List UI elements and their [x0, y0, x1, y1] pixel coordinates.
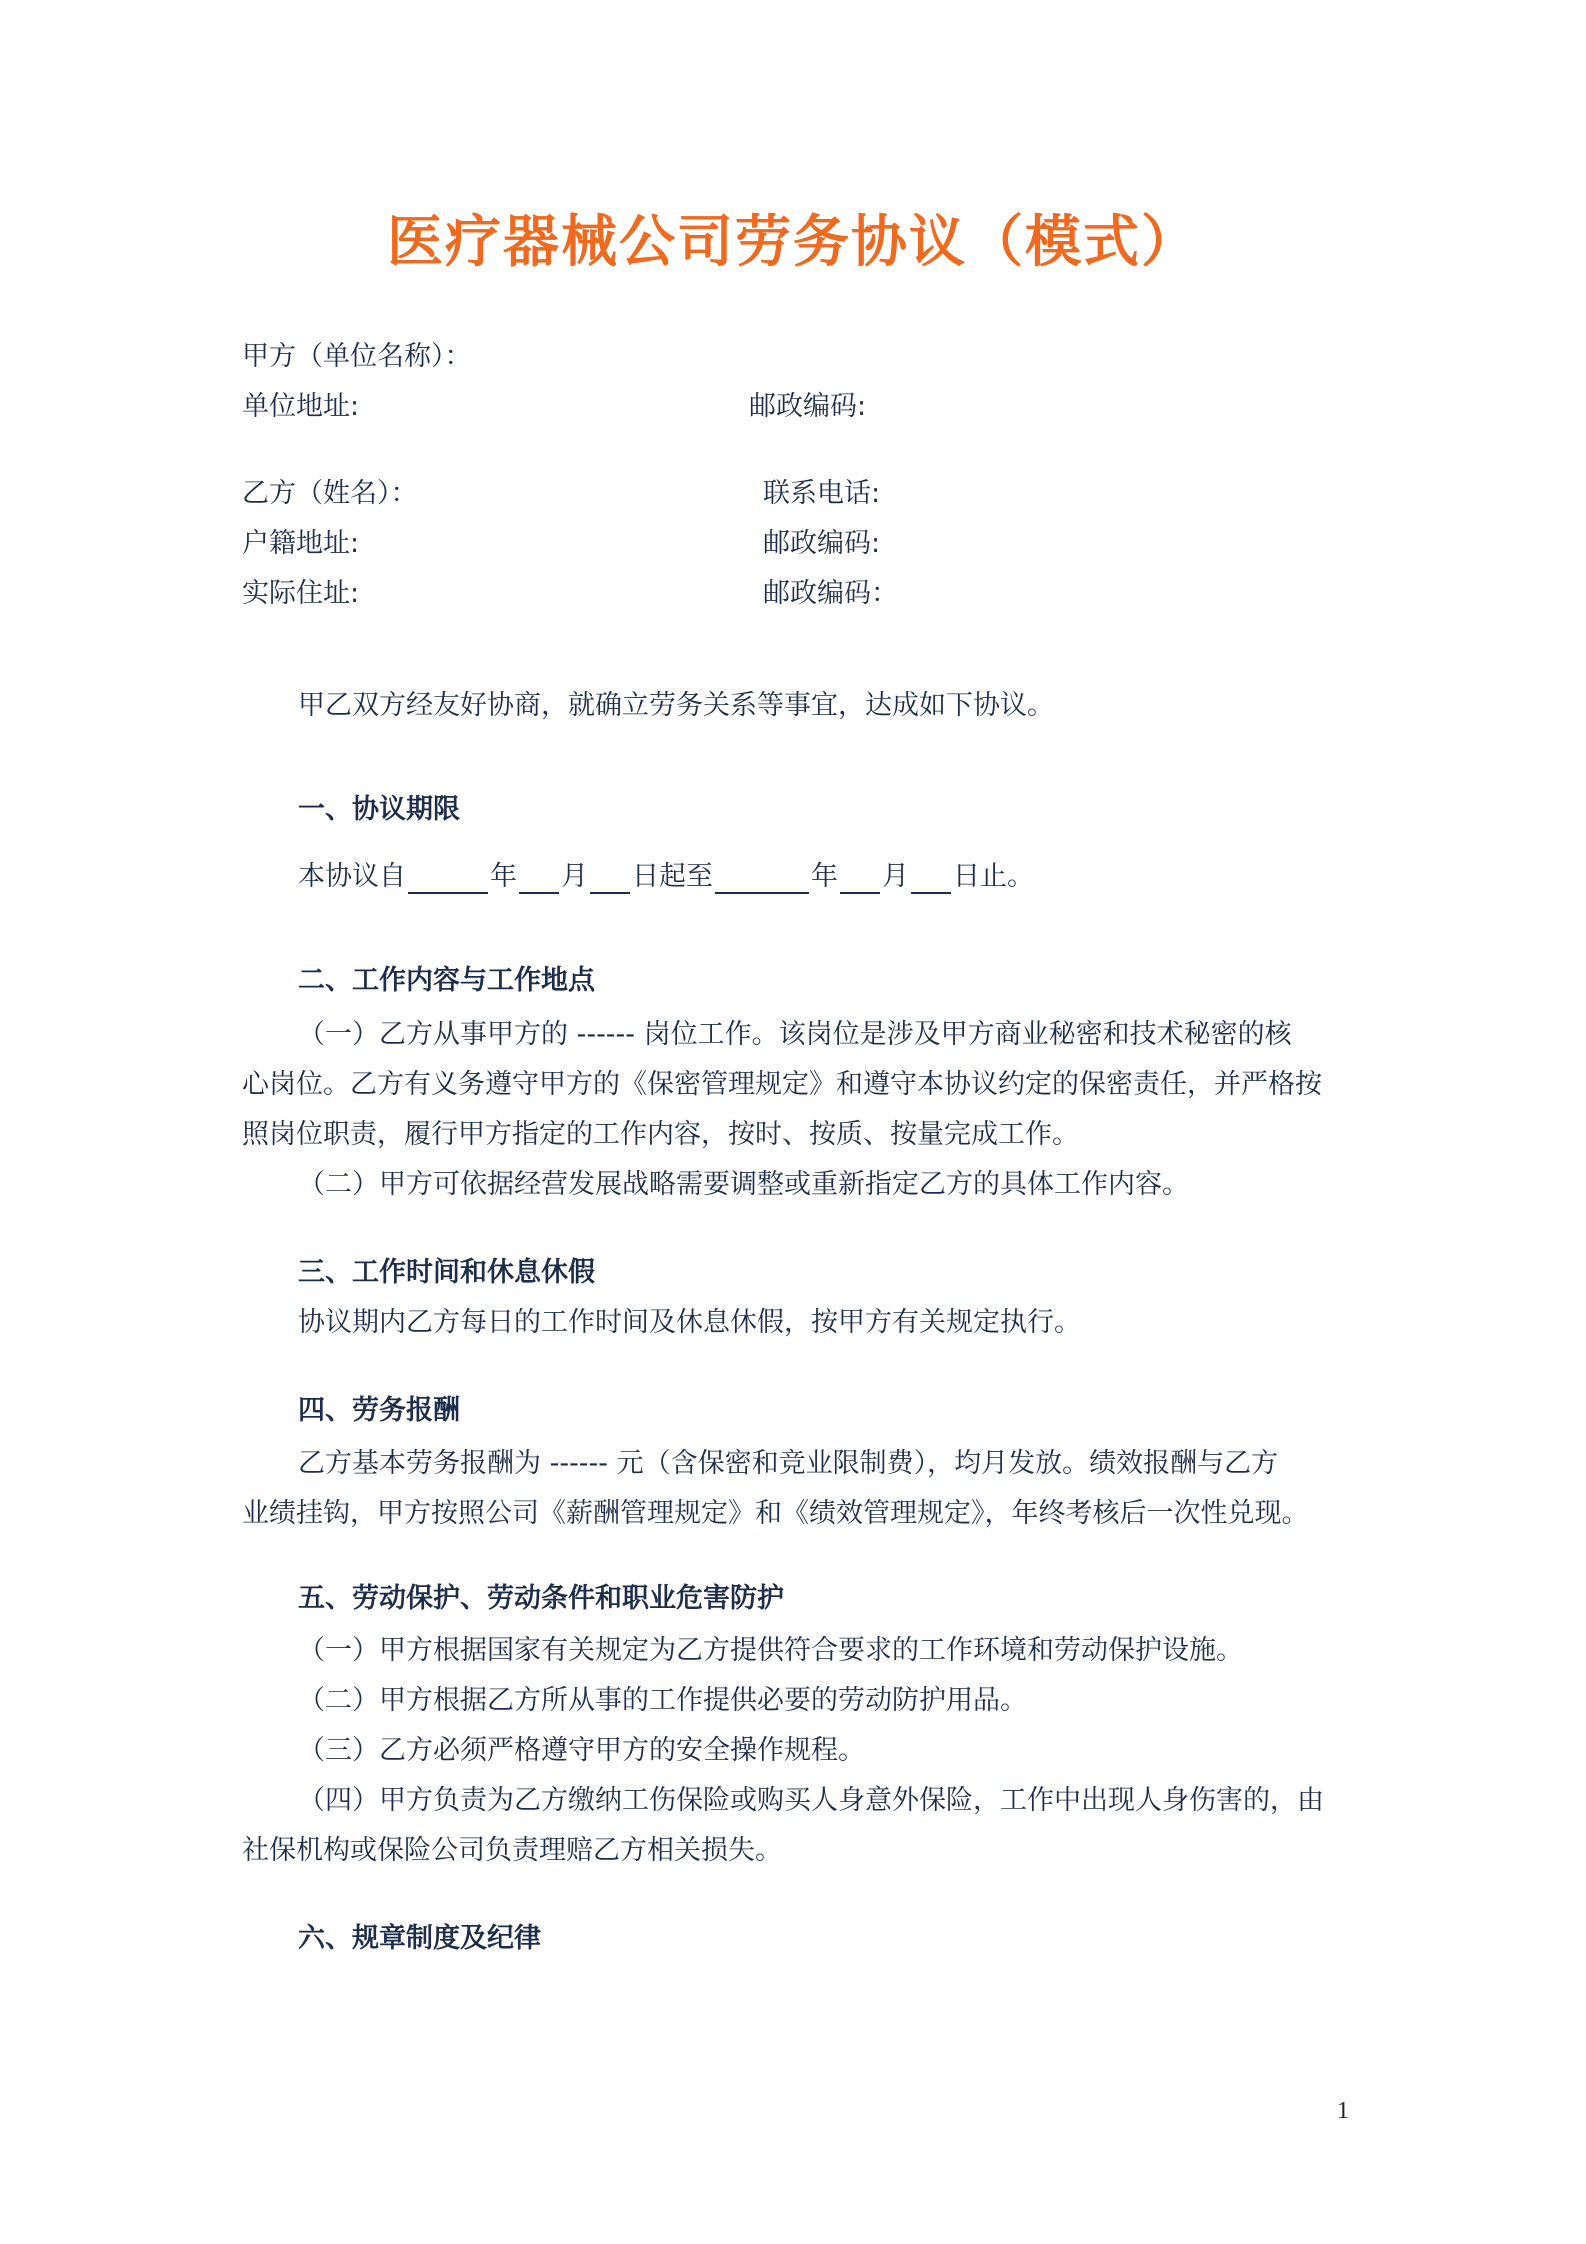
party-b-name-label: 乙方（姓名）： — [242, 478, 418, 509]
party-b-phone-label: 联系电话: — [763, 478, 881, 509]
section-2-heading: 二、工作内容与工作地点 — [298, 965, 595, 996]
party-a-name-label: 甲方（单位名称）： — [242, 341, 472, 372]
end-day-blank[interactable] — [911, 862, 951, 894]
term-line — [298, 860, 1034, 894]
term-month-2: 月 — [882, 861, 909, 892]
page-number: 1 — [1337, 2098, 1349, 2124]
start-month-blank[interactable] — [519, 862, 559, 894]
term-day-1: 日起至 — [632, 861, 713, 892]
party-b-household-postcode-label: 邮政编码: — [763, 528, 881, 559]
section-3-line: 协议期内乙方每日的工作时间及休息休假，按甲方有关规定执行。 — [298, 1307, 1081, 1338]
end-year-blank[interactable] — [715, 862, 809, 894]
section-4-line: 乙方基本劳务报酬为 ------ 元（含保密和竞业限制费），均月发放。绩效报酬与乙方 — [298, 1448, 1279, 1479]
section-1-heading: 一、协议期限 — [298, 794, 460, 825]
section-2-line: 心岗位。乙方有义务遵守甲方的《保密管理规定》和遵守本协议约定的保密责任，并严格按 — [242, 1069, 1322, 1100]
section-2-line: 照岗位职责，履行甲方指定的工作内容，按时、按质、按量完成工作。 — [242, 1119, 1079, 1150]
section-2-line: （一）乙方从事甲方的 ------ 岗位工作。该岗位是涉及甲方商业秘密和技术秘密的核 — [298, 1019, 1292, 1050]
section-5-line: （二）甲方根据乙方所从事的工作提供必要的劳动防护用品。 — [298, 1685, 1027, 1716]
section-2-line: （二）甲方可依据经营发展战略需要调整或重新指定乙方的具体工作内容。 — [298, 1169, 1189, 1200]
section-5-line: （一）甲方根据国家有关规定为乙方提供符合要求的工作环境和劳动保护设施。 — [298, 1635, 1243, 1666]
party-b-residence-postcode-label: 邮政编码： — [763, 578, 898, 609]
section-5-line: 社保机构或保险公司负责理赔乙方相关损失。 — [242, 1835, 782, 1866]
section-6-heading: 六、规章制度及纪律 — [298, 1923, 541, 1954]
intro-paragraph: 甲乙双方经友好协商，就确立劳务关系等事宜，达成如下协议。 — [298, 690, 1054, 721]
section-5-heading: 五、劳动保护、劳动条件和职业危害防护 — [298, 1583, 784, 1614]
section-3-heading: 三、工作时间和休息休假 — [298, 1257, 595, 1288]
term-year-2: 年 — [811, 861, 838, 892]
term-prefix: 本协议自 — [298, 861, 406, 892]
start-day-blank[interactable] — [590, 862, 630, 894]
party-a-postcode-label: 邮政编码: — [749, 391, 867, 422]
term-year-1: 年 — [490, 861, 517, 892]
start-year-blank[interactable] — [408, 862, 488, 894]
section-4-heading: 四、劳务报酬 — [298, 1395, 460, 1426]
term-day-2: 日止。 — [953, 861, 1034, 892]
section-4-line: 业绩挂钩，甲方按照公司《薪酬管理规定》和《绩效管理规定》，年终考核后一次性兑现。 — [242, 1498, 1309, 1529]
term-month-1: 月 — [561, 861, 588, 892]
party-a-address-label: 单位地址: — [242, 391, 360, 422]
party-b-residence-label: 实际住址: — [242, 578, 360, 609]
section-5-line: （四）甲方负责为乙方缴纳工伤保险或购买人身意外保险，工作中出现人身伤害的，由 — [298, 1785, 1324, 1816]
section-5-line: （三）乙方必须严格遵守甲方的安全操作规程。 — [298, 1735, 865, 1766]
party-b-household-label: 户籍地址: — [242, 528, 360, 559]
document-title: 医疗器械公司劳务协议（模式） — [387, 210, 1199, 275]
end-month-blank[interactable] — [840, 862, 880, 894]
